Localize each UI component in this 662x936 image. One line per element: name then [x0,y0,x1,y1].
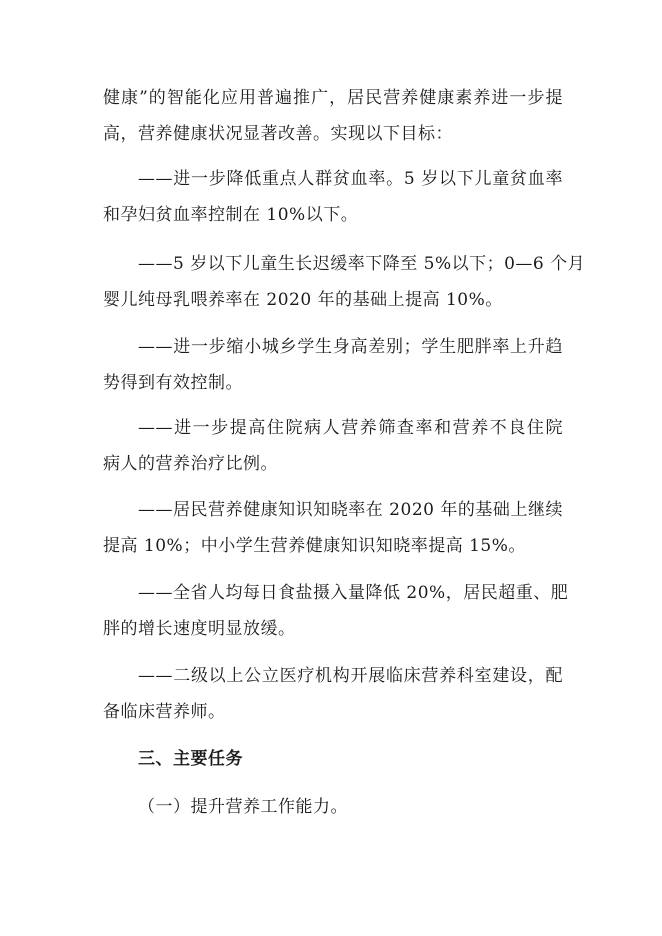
section-heading: 三、主要任务 [138,749,243,769]
goal-2-line-2: 婴儿纯母乳喂养率在 2020 年的基础上提高 10%。 [103,290,503,310]
goal-1-line-1: ——进一步降低重点人群贫血率。5 岁以下儿童贫血率 [138,169,563,189]
goal-7-line-2: 备临床营养师。 [103,702,226,722]
goal-5-line-1: ——居民营养健康知识知晓率在 2020 年的基础上继续 [138,500,563,520]
goal-6-line-2: 胖的增长速度明显放缓。 [103,619,296,639]
intro-line-2: 高，营养健康状况显著改善。实现以下目标： [103,124,453,144]
goal-2-line-1: ——5 岁以下儿童生长迟缓率下降至 5%以下；0—6 个月 [138,254,586,274]
goal-6-line-1: ——全省人均每日食盐摄入量降低 20%，居民超重、肥 [138,583,569,603]
goal-1-line-2: 和孕妇贫血率控制在 10%以下。 [103,205,359,225]
goal-5-line-2: 提高 10%；中小学生营养健康知识知晓率提高 15%。 [103,536,526,556]
section-subheading: （一）提升营养工作能力。 [138,797,348,817]
goal-4-line-1: ——进一步提高住院病人营养筛查率和营养不良住院 [138,418,563,438]
goal-3-line-1: ——进一步缩小城乡学生身高差别；学生肥胖率上升趋 [138,337,563,357]
intro-line-1: 健康”的智能化应用普遍推广，居民营养健康素养进一步提 [103,88,563,108]
goal-7-line-1: ——二级以上公立医疗机构开展临床营养科室建设，配 [138,666,563,686]
goal-3-line-2: 势得到有效控制。 [103,373,243,393]
goal-4-line-2: 病人的营养治疗比例。 [103,454,278,474]
